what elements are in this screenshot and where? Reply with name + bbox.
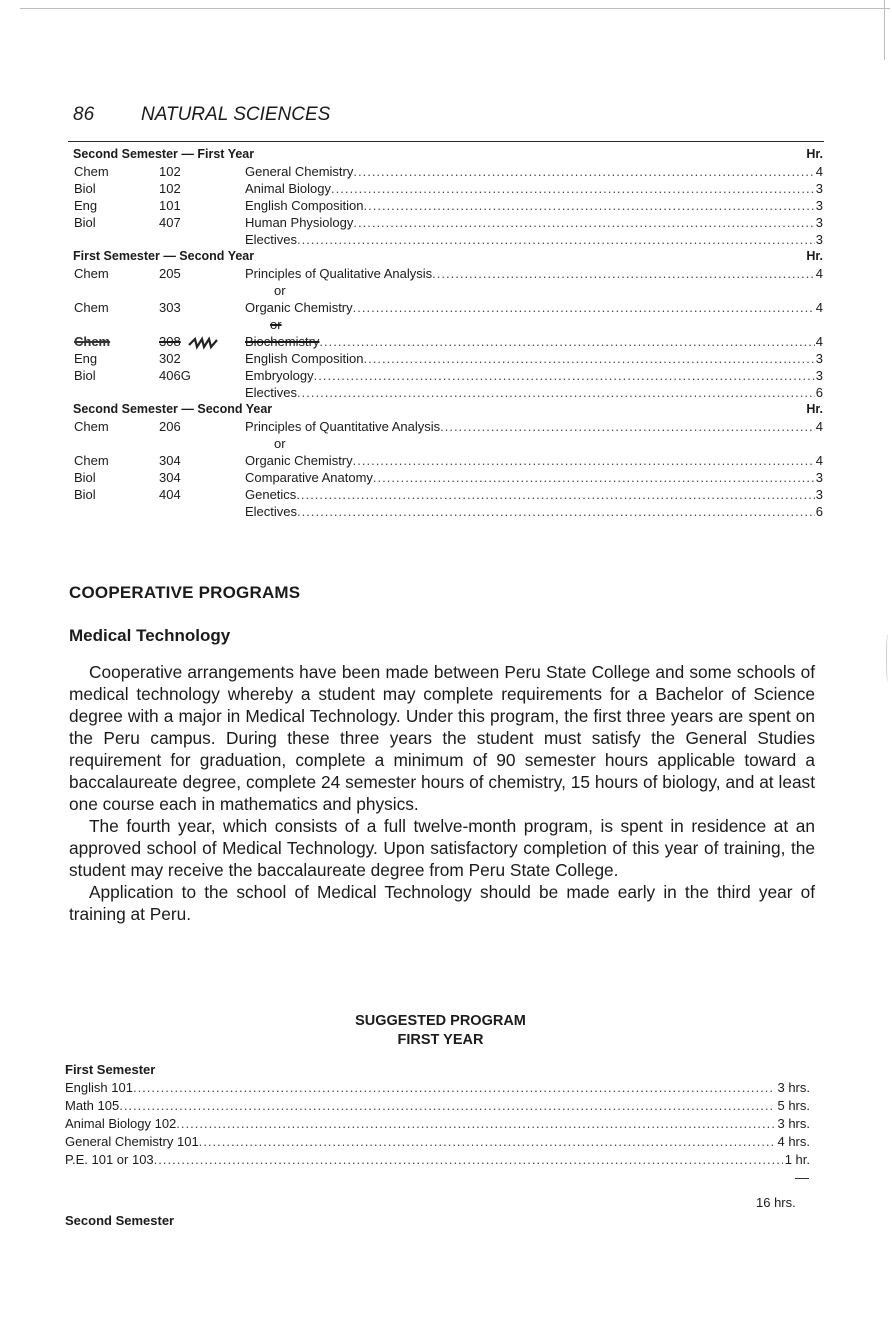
course-number-text: 101 bbox=[159, 198, 181, 213]
hours-column-label: Hr. bbox=[806, 402, 823, 416]
course-number bbox=[159, 265, 245, 282]
dot-leader bbox=[353, 452, 815, 469]
scan-top-edge bbox=[20, 8, 890, 9]
course-title-cell bbox=[245, 163, 823, 180]
course-dept: Chem bbox=[74, 266, 109, 281]
course-title-cell bbox=[245, 265, 823, 282]
course-number-text: 205 bbox=[159, 266, 181, 281]
dot-leader bbox=[176, 1115, 775, 1133]
course-dept: Eng bbox=[74, 351, 98, 366]
course-hours: 4 bbox=[815, 453, 823, 468]
course-number bbox=[159, 180, 245, 197]
program-course-hours: 3 hrs. bbox=[777, 1080, 810, 1095]
cooperative-programs-heading: COOPERATIVE PROGRAMS bbox=[69, 583, 301, 602]
dot-leader bbox=[297, 384, 815, 401]
course-row bbox=[73, 350, 823, 367]
course-dept: Chem bbox=[74, 334, 111, 349]
course-hours: 4 bbox=[815, 164, 823, 179]
course-title-cell bbox=[245, 418, 823, 435]
course-row bbox=[73, 469, 823, 486]
dot-leader bbox=[353, 163, 814, 180]
course-title: Genetics bbox=[245, 487, 297, 502]
course-row bbox=[73, 333, 823, 350]
alternative-or bbox=[73, 282, 823, 299]
course-number bbox=[159, 367, 245, 384]
course-number-text: 304 bbox=[159, 453, 181, 468]
course-hours: 3 bbox=[815, 181, 823, 196]
dot-leader bbox=[432, 265, 815, 282]
course-title-cell bbox=[245, 197, 823, 214]
course-row bbox=[73, 231, 823, 248]
course-title: English Composition bbox=[245, 351, 364, 366]
suggested-program-heading bbox=[268, 1012, 613, 1050]
semester-heading bbox=[73, 248, 823, 265]
course-title: English Composition bbox=[245, 198, 364, 213]
course-hours: 6 bbox=[815, 385, 823, 400]
dot-leader bbox=[154, 1151, 783, 1169]
program-course-hours: 3 hrs. bbox=[777, 1116, 810, 1131]
course-hours: 3 bbox=[815, 351, 823, 366]
course-dept: Biol bbox=[74, 368, 96, 383]
course-row bbox=[73, 503, 823, 520]
course-number-text: 304 bbox=[159, 470, 181, 485]
course-row bbox=[73, 367, 823, 384]
dot-leader bbox=[353, 214, 814, 231]
first-semester-rows bbox=[65, 1079, 810, 1169]
course-number-text: 406G bbox=[159, 368, 191, 383]
paragraph: Application to the school of Medical Technology should be made early in the third year of training at Peru. bbox=[69, 882, 815, 924]
course-hours: 4 bbox=[815, 334, 823, 349]
dot-leader bbox=[133, 1079, 776, 1097]
course-hours: 3 bbox=[815, 215, 823, 230]
program-row bbox=[65, 1079, 810, 1097]
hours-column-label: Hr. bbox=[806, 249, 823, 263]
second-semester-heading: Second Semester bbox=[65, 1213, 175, 1228]
course-row bbox=[73, 452, 823, 469]
program-course-name: Math 105 bbox=[65, 1098, 120, 1113]
dot-leader bbox=[353, 299, 815, 316]
hours-column-label: Hr. bbox=[806, 147, 823, 161]
semester-heading-label: First Semester — Second Year bbox=[73, 249, 255, 263]
course-hours: 3 bbox=[815, 368, 823, 383]
or-text: or bbox=[270, 317, 282, 332]
course-number bbox=[159, 214, 245, 231]
course-title: Biochemistry bbox=[245, 334, 320, 349]
program-row bbox=[65, 1133, 810, 1151]
semester-heading-label: Second Semester — First Year bbox=[73, 147, 255, 161]
course-hours: 3 bbox=[815, 198, 823, 213]
course-title-cell bbox=[245, 452, 823, 469]
course-number-text: 102 bbox=[159, 164, 181, 179]
course-number-text: 303 bbox=[159, 300, 181, 315]
header-rule bbox=[68, 141, 824, 142]
medical-technology-body bbox=[69, 661, 815, 925]
course-title: Organic Chemistry bbox=[245, 300, 353, 315]
course-hours: 3 bbox=[815, 470, 823, 485]
course-number bbox=[159, 418, 245, 435]
course-number bbox=[159, 197, 245, 214]
course-hours: 6 bbox=[815, 504, 823, 519]
course-title: Animal Biology bbox=[245, 181, 331, 196]
program-course-hours: 1 hr. bbox=[784, 1152, 810, 1167]
course-dept: Chem bbox=[74, 300, 109, 315]
course-title: Electives bbox=[245, 232, 298, 247]
first-semester-total: 16 hrs. bbox=[756, 1195, 796, 1210]
course-dept: Chem bbox=[74, 419, 109, 434]
scan-margin-mark bbox=[886, 634, 891, 682]
paragraph: The fourth year, which consists of a full twelve-month program, is spent in residence at an approved school of Medical Technology. Upon satisfactory completion of this year of training, the student may receive the baccalaureate degree from Peru State College. bbox=[69, 816, 815, 880]
course-title-cell bbox=[245, 384, 823, 401]
running-head bbox=[73, 104, 330, 126]
dot-leader bbox=[297, 231, 815, 248]
dot-leader bbox=[364, 350, 815, 367]
course-hours: 3 bbox=[815, 487, 823, 502]
suggested-program-subtitle: FIRST YEAR bbox=[397, 1032, 484, 1048]
course-title-cell bbox=[245, 469, 823, 486]
course-title-cell bbox=[245, 231, 823, 248]
course-title-cell bbox=[245, 299, 823, 316]
course-title: Organic Chemistry bbox=[245, 453, 353, 468]
dot-leader bbox=[296, 486, 814, 503]
course-title: Principles of Quantitative Analysis bbox=[245, 419, 441, 434]
program-row bbox=[65, 1115, 810, 1133]
course-dept: Eng bbox=[74, 198, 98, 213]
paragraph: Cooperative arrangements have been made between Peru State College and some schools of medical technology whereby a student may complete requirements for a Bachelor of Science degree with a major in Medical Technology. Under this program, the first three years are spent on the Peru campus. During these three years the student must satisfy the General Studies requirement for graduation, complete a minimum of 90 semester hours applicable toward a baccalaureate degree, complete 24 semester hours of chemistry, 15 hours of biology, and at least one course each in mathematics and physics. bbox=[69, 662, 815, 814]
program-course-name: Animal Biology 102 bbox=[65, 1116, 177, 1131]
course-number bbox=[159, 299, 245, 316]
alternative-or bbox=[73, 316, 823, 333]
course-number-text: 407 bbox=[159, 215, 181, 230]
course-row bbox=[73, 163, 823, 180]
course-number-text: 308 bbox=[159, 334, 181, 349]
dot-leader bbox=[319, 333, 814, 350]
course-row bbox=[73, 197, 823, 214]
course-title-cell bbox=[245, 214, 823, 231]
course-hours: 4 bbox=[815, 300, 823, 315]
course-dept: Biol bbox=[74, 470, 96, 485]
total-rule bbox=[795, 1178, 809, 1179]
course-row bbox=[73, 214, 823, 231]
course-title: Embryology bbox=[245, 368, 314, 383]
first-year-table bbox=[65, 1061, 810, 1169]
course-dept: Chem bbox=[74, 453, 109, 468]
pen-scribble-icon bbox=[187, 336, 221, 350]
course-title: Electives bbox=[245, 504, 298, 519]
scan-right-edge bbox=[884, 0, 885, 60]
dot-leader bbox=[314, 367, 815, 384]
or-text: or bbox=[274, 283, 286, 298]
course-number bbox=[159, 452, 245, 469]
course-title-cell bbox=[245, 333, 823, 350]
dot-leader bbox=[119, 1097, 775, 1115]
course-row bbox=[73, 418, 823, 435]
program-course-name: P.E. 101 or 103 bbox=[65, 1152, 154, 1167]
dot-leader bbox=[364, 197, 815, 214]
course-row bbox=[73, 299, 823, 316]
medical-technology-heading: Medical Technology bbox=[69, 626, 231, 645]
course-title-cell bbox=[245, 486, 823, 503]
course-row bbox=[73, 265, 823, 282]
course-dept: Chem bbox=[74, 164, 109, 179]
course-number bbox=[159, 333, 245, 350]
course-title-cell bbox=[245, 367, 823, 384]
suggested-program-title: SUGGESTED PROGRAM bbox=[355, 1013, 526, 1029]
program-row bbox=[65, 1151, 810, 1169]
course-title-cell bbox=[245, 350, 823, 367]
course-hours: 4 bbox=[815, 266, 823, 281]
program-course-name: General Chemistry 101 bbox=[65, 1134, 199, 1149]
dot-leader bbox=[440, 418, 815, 435]
course-row bbox=[73, 486, 823, 503]
course-title: Comparative Anatomy bbox=[245, 470, 373, 485]
course-hours: 3 bbox=[815, 232, 823, 247]
semester-heading-label: Second Semester — Second Year bbox=[73, 402, 273, 416]
course-hours: 4 bbox=[815, 419, 823, 434]
course-number-text: 302 bbox=[159, 351, 181, 366]
course-number bbox=[159, 486, 245, 503]
course-number bbox=[159, 469, 245, 486]
course-title: Principles of Qualitative Analysis bbox=[245, 266, 433, 281]
program-course-name: English 101 bbox=[65, 1080, 133, 1095]
course-number-text: 404 bbox=[159, 487, 181, 502]
page-number: 86 bbox=[73, 104, 95, 125]
course-number-text: 102 bbox=[159, 181, 181, 196]
course-dept: Biol bbox=[74, 487, 96, 502]
course-title: Electives bbox=[245, 385, 298, 400]
course-row bbox=[73, 180, 823, 197]
course-title-cell bbox=[245, 503, 823, 520]
dot-leader bbox=[373, 469, 815, 486]
course-number bbox=[159, 163, 245, 180]
course-title: General Chemistry bbox=[245, 164, 354, 179]
dot-leader bbox=[331, 180, 815, 197]
section-title: NATURAL SCIENCES bbox=[141, 104, 331, 125]
program-course-hours: 5 hrs. bbox=[777, 1098, 810, 1113]
course-dept: Biol bbox=[74, 215, 96, 230]
first-semester-heading: First Semester bbox=[65, 1062, 156, 1077]
semester-heading bbox=[73, 146, 823, 163]
course-dept: Biol bbox=[74, 181, 96, 196]
program-row bbox=[65, 1097, 810, 1115]
course-title: Human Physiology bbox=[245, 215, 354, 230]
course-schedule-table bbox=[73, 146, 823, 520]
course-title-cell bbox=[245, 180, 823, 197]
course-row bbox=[73, 384, 823, 401]
course-number-text: 206 bbox=[159, 419, 181, 434]
or-text: or bbox=[274, 436, 286, 451]
alternative-or bbox=[73, 435, 823, 452]
program-course-hours: 4 hrs. bbox=[777, 1134, 810, 1149]
dot-leader bbox=[297, 503, 815, 520]
semester-heading bbox=[73, 401, 823, 418]
course-number bbox=[159, 350, 245, 367]
dot-leader bbox=[199, 1133, 776, 1151]
